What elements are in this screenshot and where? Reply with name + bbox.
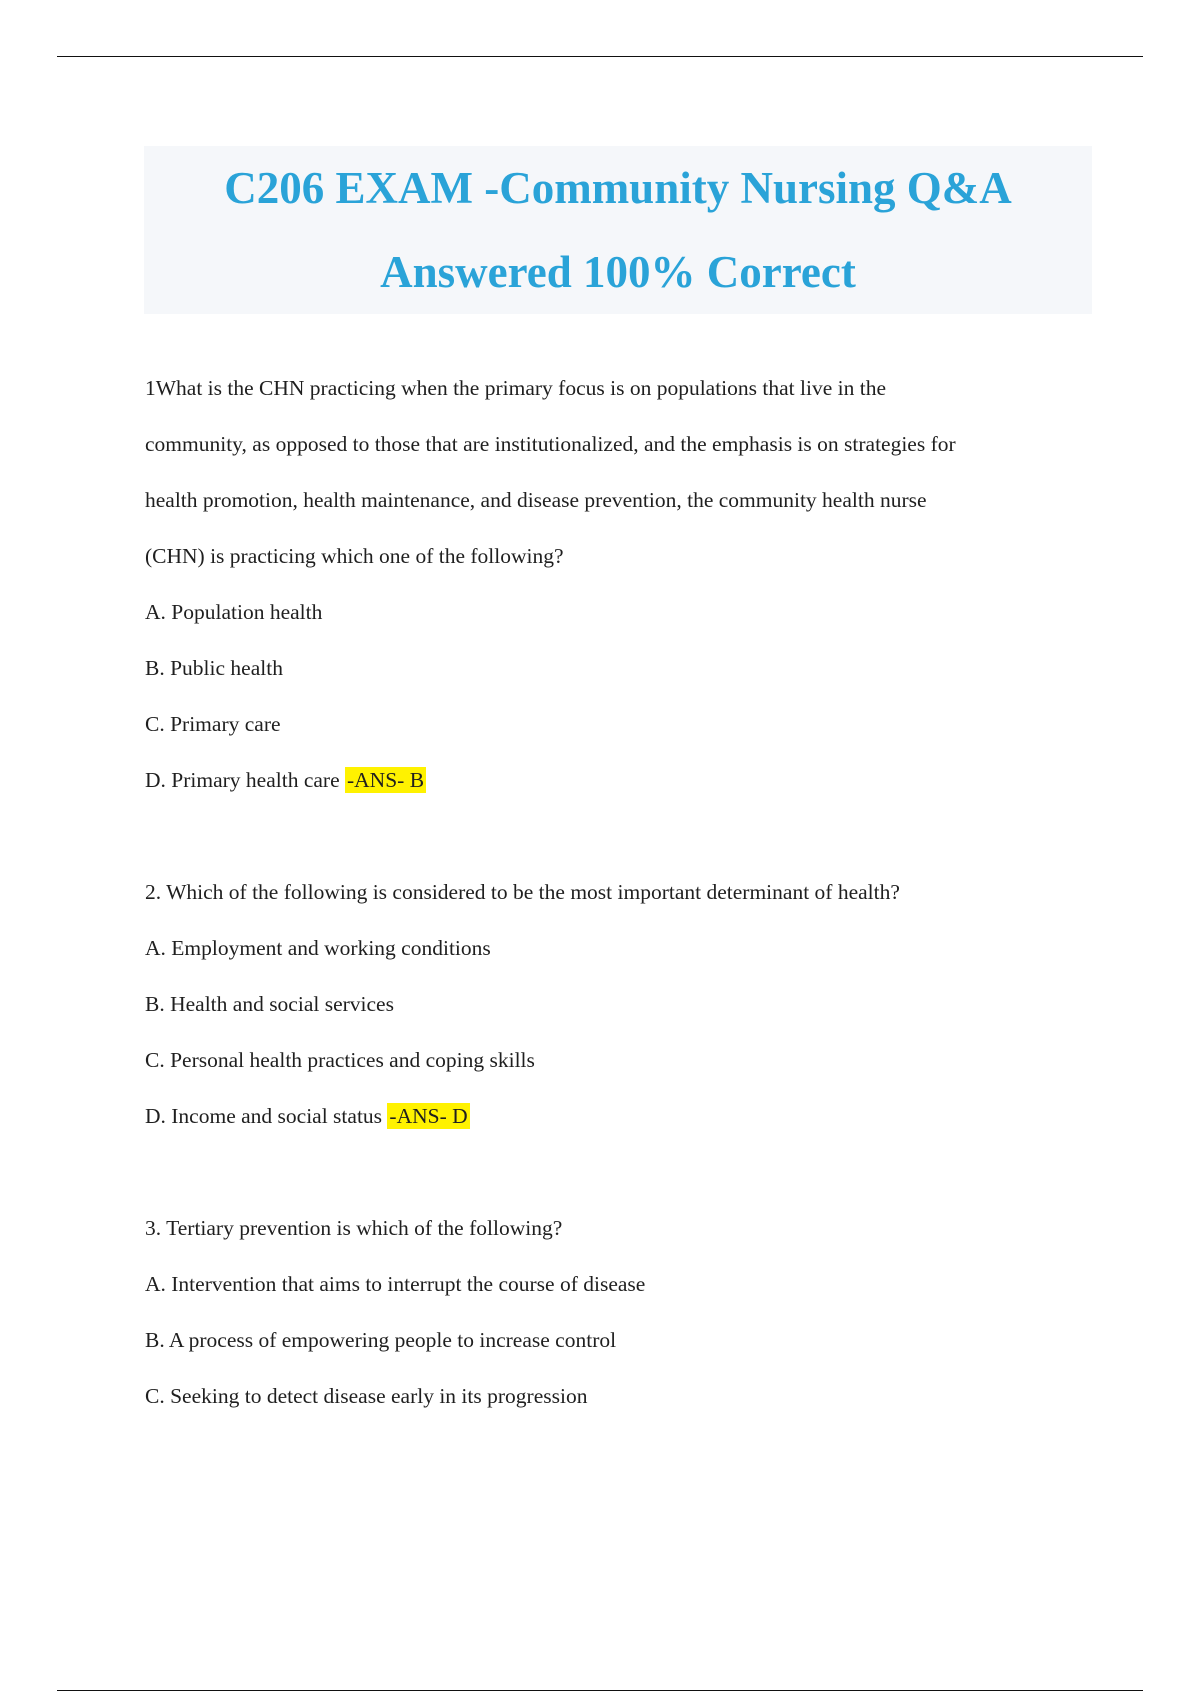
question-2-option-a: A. Employment and working conditions <box>145 936 491 960</box>
top-rule <box>57 56 1143 57</box>
question-2-option-d-row <box>145 1088 1105 1144</box>
question-1-line-4: (CHN) is practicing which one of the following? <box>145 544 564 568</box>
question-1-answer: -ANS- B <box>347 768 425 792</box>
question-1-option-d-row <box>145 752 1105 808</box>
question-3-line-1: 3. Tertiary prevention is which of the following? <box>145 1216 563 1240</box>
question-1-option-d: D. Primary health care <box>145 768 345 792</box>
bottom-rule <box>57 1690 1143 1691</box>
question-2-option-b: B. Health and social services <box>145 992 394 1016</box>
title-banner <box>144 146 1092 314</box>
question-2-option-d: D. Income and social status <box>145 1104 388 1128</box>
question-3-option-a: A. Intervention that aims to interrupt the course of disease <box>145 1272 646 1296</box>
question-2-line-1: 2. Which of the following is considered to be the most important determinant of health? <box>145 880 900 904</box>
document-title-line-1: C206 EXAM -Community Nursing Q&A <box>224 163 1012 213</box>
question-1-line-3: health promotion, health maintenance, and disease prevention, the community health nurse <box>145 488 927 512</box>
question-list <box>145 360 1105 1424</box>
question-1-option-b: B. Public health <box>145 656 283 680</box>
question-1-line-1: 1What is the CHN practicing when the primary focus is on populations that live in the <box>145 376 886 400</box>
question-3-option-c: C. Seeking to detect disease early in its progression <box>145 1384 588 1408</box>
question-2-option-c: C. Personal health practices and coping skills <box>145 1048 535 1072</box>
question-1-option-c: C. Primary care <box>145 712 281 736</box>
question-1-line-2: community, as opposed to those that are institutionalized, and the emphasis is on strategies for <box>145 432 956 456</box>
document-title-line-2: Answered 100% Correct <box>380 247 856 297</box>
question-3-option-b: B. A process of empowering people to increase control <box>145 1328 617 1352</box>
question-2-answer: -ANS- D <box>389 1104 468 1128</box>
question-1-option-a: A. Population health <box>145 600 323 624</box>
